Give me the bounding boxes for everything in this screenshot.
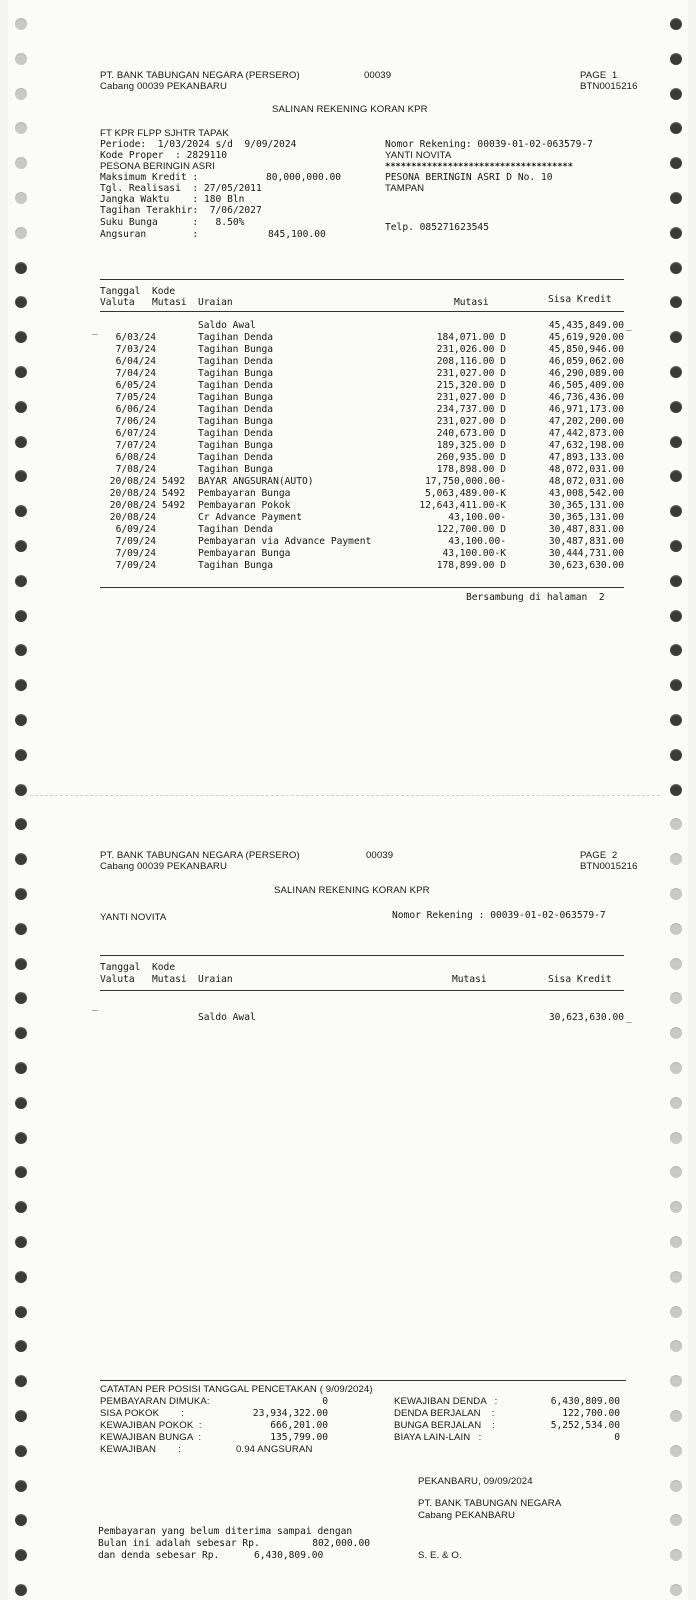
cell-description: Pembayaran Bunga bbox=[198, 488, 291, 499]
summary-rule bbox=[100, 1380, 626, 1381]
summary-label-biaya-lain: BIAYA LAIN-LAIN : bbox=[394, 1432, 482, 1443]
cell-description: Pembayaran via Advance Payment bbox=[198, 536, 372, 547]
summary-heading: CATATAN PER POSISI TANGGAL PENCETAKAN ( 9/09/2024) bbox=[100, 1384, 373, 1395]
cell-date: 7/04/24 bbox=[115, 368, 156, 379]
row-marker: _ bbox=[92, 1000, 98, 1011]
cell-description: Saldo Awal bbox=[198, 320, 256, 331]
cell-date: 7/08/24 bbox=[115, 464, 156, 475]
tgl-realisasi: Tgl. Realisasi : 27/05/2011 bbox=[100, 183, 262, 194]
cell-sisa-kredit: 43,008,542.00 bbox=[548, 488, 624, 499]
footer-bank-name: PT. BANK TABUNGAN NEGARA bbox=[418, 1498, 562, 1509]
tagihan-terakhir: Tagihan Terakhir: 7/06/2027 bbox=[100, 205, 262, 216]
cell-description: Tagihan Denda bbox=[198, 452, 274, 463]
tractor-hole-icon bbox=[15, 192, 27, 204]
branch-code: 00039 bbox=[366, 850, 394, 861]
row-marker: _ bbox=[626, 320, 632, 331]
cell-sisa-kredit: 48,072,031.00 bbox=[548, 476, 624, 487]
cell-mutasi: 234,737.00 D bbox=[436, 404, 506, 415]
cell-sisa-kredit: 45,850,946.00 bbox=[548, 344, 624, 355]
cell-date: 7/03/24 bbox=[115, 344, 156, 355]
tractor-hole-icon bbox=[15, 1097, 27, 1109]
summary-value-sisa-pokok: 23,934,322.00 bbox=[252, 1408, 328, 1419]
summary-label-bunga-berjalan: BUNGA BERJALAN : bbox=[394, 1420, 496, 1431]
cell-code: 5492 bbox=[162, 500, 186, 511]
summary-label-sisa-pokok: SISA POKOK : bbox=[100, 1408, 185, 1419]
place-date: PEKANBARU, 09/09/2024 bbox=[418, 1476, 533, 1487]
tractor-hole-icon bbox=[15, 1480, 27, 1492]
summary-label-kewajiban: KEWAJIBAN : bbox=[100, 1444, 181, 1455]
cell-date: 6/08/24 bbox=[115, 452, 156, 463]
summary-value-kewajiban-pokok: 666,201.00 bbox=[270, 1420, 328, 1431]
cell-description: Tagihan Bunga bbox=[198, 560, 274, 571]
cell-description: Tagihan Bunga bbox=[198, 416, 274, 427]
cell-date: 6/04/24 bbox=[115, 356, 156, 367]
product-name: FT KPR FLPP SJHTR TAPAK bbox=[100, 128, 229, 139]
header-sisa-kredit: Sisa Kredit bbox=[548, 294, 612, 305]
cell-description: Pembayaran Pokok bbox=[198, 500, 291, 511]
cell-date: 6/07/24 bbox=[115, 428, 156, 439]
table-row bbox=[0, 452, 696, 464]
customer-phone: Telp. 085271623545 bbox=[385, 222, 489, 233]
customer-name: YANTI NOVITA bbox=[385, 150, 452, 161]
footer-note-line2-value: 802,000.00 bbox=[312, 1538, 370, 1549]
cell-sisa-kredit: 30,487,831.00 bbox=[548, 536, 624, 547]
cell-mutasi: 189,325.00 D bbox=[436, 440, 506, 451]
table-row bbox=[0, 380, 696, 392]
tractor-hole-icon bbox=[670, 1306, 682, 1318]
cell-description: Tagihan Bunga bbox=[198, 440, 274, 451]
cell-mutasi: 208,116.00 D bbox=[436, 356, 506, 367]
summary-value-kewajiban: 0.94 ANGSURAN bbox=[236, 1444, 313, 1455]
cell-description: Tagihan Denda bbox=[198, 380, 274, 391]
cell-sisa-kredit: 30,365,131.00 bbox=[548, 512, 624, 523]
tractor-hole-icon bbox=[15, 714, 27, 726]
tractor-hole-icon bbox=[670, 1062, 682, 1074]
cell-sisa-kredit: 47,442,873.00 bbox=[548, 428, 624, 439]
cell-description: Tagihan Bunga bbox=[198, 464, 274, 475]
table-row bbox=[0, 500, 696, 512]
table-bottom-rule bbox=[100, 587, 624, 588]
tractor-hole-icon bbox=[15, 958, 27, 970]
tractor-hole-icon bbox=[670, 1445, 682, 1457]
branch-code: 00039 bbox=[364, 70, 392, 81]
cell-sisa-kredit: 30,365,131.00 bbox=[548, 500, 624, 511]
project-name: PESONA BERINGIN ASRI bbox=[100, 161, 216, 172]
table-row bbox=[0, 356, 696, 368]
page-number: PAGE 2 bbox=[580, 850, 618, 861]
account-number: Nomor Rekening: 00039-01-02-063579-7 bbox=[385, 139, 593, 150]
summary-value-kewajiban-denda: 6,430,809.00 bbox=[550, 1396, 620, 1407]
cell-mutasi: 178,899.00 D bbox=[436, 560, 506, 571]
maksimum-kredit-value: 80,000,000.00 bbox=[266, 172, 342, 183]
table-row bbox=[0, 320, 696, 332]
tractor-hole-icon bbox=[670, 262, 682, 274]
cell-mutasi: 231,027.00 D bbox=[436, 368, 506, 379]
header-kode: Kode bbox=[152, 286, 176, 297]
tractor-hole-icon bbox=[15, 262, 27, 274]
cell-sisa-kredit: 30,623,630.00 bbox=[548, 560, 624, 571]
cell-date: 7/09/24 bbox=[115, 536, 156, 547]
cell-date: 6/03/24 bbox=[115, 332, 156, 343]
tractor-hole-icon bbox=[15, 1062, 27, 1074]
header-mutasi-code: Mutasi bbox=[152, 974, 187, 985]
cell-sisa-kredit: 48,072,031.00 bbox=[548, 464, 624, 475]
header-tanggal: Tanggal bbox=[100, 286, 141, 297]
tractor-hole-icon bbox=[15, 1306, 27, 1318]
form-code: BTN0015216 bbox=[580, 81, 638, 92]
header-kode: Kode bbox=[152, 962, 176, 973]
angsuran-value: 845,100.00 bbox=[268, 229, 326, 240]
bank-name: PT. BANK TABUNGAN NEGARA (PERSERO) bbox=[100, 70, 300, 81]
cell-description: Tagihan Bunga bbox=[198, 344, 274, 355]
cell-mutasi: 43,100.00-K bbox=[442, 548, 506, 559]
cell-date: 7/09/24 bbox=[115, 560, 156, 571]
cell-date: 20/08/24 bbox=[109, 476, 156, 487]
tractor-hole-icon bbox=[15, 575, 27, 587]
summary-value-kewajiban-bunga: 135,799.00 bbox=[270, 1432, 328, 1443]
cell-mutasi: 43,100.00- bbox=[448, 536, 506, 547]
table-row bbox=[0, 548, 696, 560]
cell-mutasi: 215,320.00 D bbox=[436, 380, 506, 391]
table-row bbox=[0, 536, 696, 548]
tractor-hole-icon bbox=[670, 192, 682, 204]
cell-sisa-kredit: 30,487,831.00 bbox=[548, 524, 624, 535]
cell-code: 5492 bbox=[162, 488, 186, 499]
tractor-hole-icon bbox=[15, 1445, 27, 1457]
cell-sisa-kredit: 46,059,062.00 bbox=[548, 356, 624, 367]
cell-description: Tagihan Denda bbox=[198, 524, 274, 535]
kode-proper: Kode Proper : 2829110 bbox=[100, 150, 228, 161]
tractor-hole-icon bbox=[670, 88, 682, 100]
cell-mutasi: 17,750,000.00- bbox=[425, 476, 506, 487]
branch-name: Cabang 00039 PEKANBARU bbox=[100, 81, 227, 92]
cell-mutasi: 231,027.00 D bbox=[436, 392, 506, 403]
tractor-hole-icon bbox=[670, 18, 682, 30]
customer-address-line1: PESONA BERINGIN ASRI D No. 10 bbox=[385, 172, 553, 183]
cell-description: Tagihan Denda bbox=[198, 332, 274, 343]
cell-description: Pembayaran Bunga bbox=[198, 548, 291, 559]
cell-sisa-kredit: 47,632,198.00 bbox=[548, 440, 624, 451]
row-marker: _ bbox=[626, 1012, 632, 1023]
cell-sisa-kredit: 46,736,436.00 bbox=[548, 392, 624, 403]
summary-value-bunga-berjalan: 5,252,534.00 bbox=[550, 1420, 620, 1431]
cell-mutasi: 178,898.00 D bbox=[436, 464, 506, 475]
footer-branch: Cabang PEKANBARU bbox=[418, 1510, 516, 1521]
header-uraian: Uraian bbox=[198, 974, 233, 985]
cell-mutasi: 240,673.00 D bbox=[436, 428, 506, 439]
summary-label-denda-berjalan: DENDA BERJALAN : bbox=[394, 1408, 495, 1419]
tractor-hole-icon bbox=[670, 1584, 682, 1596]
tractor-hole-icon bbox=[15, 923, 27, 935]
form-code: BTN0015216 bbox=[580, 861, 638, 872]
cell-description: Tagihan Denda bbox=[198, 428, 274, 439]
table-row bbox=[0, 488, 696, 500]
tractor-hole-icon bbox=[15, 88, 27, 100]
tractor-hole-icon bbox=[670, 575, 682, 587]
header-mutasi-code: Mutasi bbox=[152, 297, 187, 308]
table-row bbox=[0, 524, 696, 536]
branch-name: Cabang 00039 PEKANBARU bbox=[100, 861, 227, 872]
table-row bbox=[0, 404, 696, 416]
tractor-hole-icon bbox=[670, 1097, 682, 1109]
cell-code: 5492 bbox=[162, 476, 186, 487]
cell-mutasi: 231,026.00 D bbox=[436, 344, 506, 355]
angsuran-label: Angsuran : bbox=[100, 229, 199, 240]
tractor-hole-icon bbox=[15, 18, 27, 30]
tractor-hole-icon bbox=[15, 610, 27, 622]
cell-mutasi: 122,700.00 D bbox=[436, 524, 506, 535]
cell-date: 20/08/24 bbox=[109, 512, 156, 523]
cell-sisa-kredit: 45,619,920.00 bbox=[548, 332, 624, 343]
table-row bbox=[0, 464, 696, 476]
bank-name: PT. BANK TABUNGAN NEGARA (PERSERO) bbox=[100, 850, 300, 861]
perforation-line bbox=[30, 795, 660, 797]
saldo-awal-label: Saldo Awal bbox=[198, 1012, 256, 1023]
cell-date: 20/08/24 bbox=[109, 500, 156, 511]
masked-field: ************************************ bbox=[385, 162, 573, 172]
cell-date: 6/06/24 bbox=[115, 404, 156, 415]
periode: Periode: 1/03/2024 s/d 9/09/2024 bbox=[100, 139, 297, 150]
cell-mutasi: 43,100.00- bbox=[448, 512, 506, 523]
cell-date: 7/07/24 bbox=[115, 440, 156, 451]
cell-description: Cr Advance Payment bbox=[198, 512, 302, 523]
cell-description: Tagihan Denda bbox=[198, 356, 274, 367]
summary-value-denda-berjalan: 122,700.00 bbox=[562, 1408, 620, 1419]
tractor-hole-icon bbox=[670, 227, 682, 239]
tractor-hole-icon bbox=[15, 1132, 27, 1144]
tractor-hole-icon bbox=[15, 1410, 27, 1422]
table-header-rule bbox=[100, 311, 624, 312]
tractor-hole-icon bbox=[670, 923, 682, 935]
tractor-hole-icon bbox=[670, 888, 682, 900]
header-sisa-kredit: Sisa Kredit bbox=[548, 974, 612, 985]
maksimum-kredit-label: Maksimum Kredit : bbox=[100, 172, 199, 183]
footer-seo: S. E. & O. bbox=[418, 1550, 462, 1561]
header-uraian: Uraian bbox=[198, 297, 233, 308]
cell-date: 6/09/24 bbox=[115, 524, 156, 535]
cell-sisa-kredit: 30,444,731.00 bbox=[548, 548, 624, 559]
cell-sisa-kredit: 46,290,089.00 bbox=[548, 368, 624, 379]
cell-mutasi: 5,063,489.00-K bbox=[425, 488, 506, 499]
footer-note-line3-value: 6,430,809.00 bbox=[254, 1550, 324, 1561]
header-tanggal: Tanggal bbox=[100, 962, 141, 973]
summary-value-pembayaran-dimuka: 0 bbox=[322, 1396, 328, 1407]
tractor-hole-icon bbox=[670, 1271, 682, 1283]
customer-name: YANTI NOVITA bbox=[100, 912, 167, 923]
footer-note-line1: Pembayaran yang belum diterima sampai dengan bbox=[98, 1526, 353, 1537]
table-row bbox=[0, 332, 696, 344]
table-top-rule bbox=[100, 955, 624, 956]
cell-description: Tagihan Bunga bbox=[198, 392, 274, 403]
table-row bbox=[0, 440, 696, 452]
customer-address-line2: TAMPAN bbox=[385, 183, 425, 194]
table-row bbox=[0, 560, 696, 572]
cell-sisa-kredit: 45,435,849.00 bbox=[548, 320, 624, 331]
cell-date: 7/09/24 bbox=[115, 548, 156, 559]
account-number: Nomor Rekening : 00039-01-02-063579-7 bbox=[392, 910, 606, 921]
tractor-hole-icon bbox=[15, 888, 27, 900]
tractor-hole-icon bbox=[15, 1271, 27, 1283]
tractor-hole-icon bbox=[670, 714, 682, 726]
cell-mutasi: 12,643,411.00-K bbox=[419, 500, 506, 511]
tractor-hole-icon bbox=[670, 53, 682, 65]
footer-note-line3-label: dan denda sebesar Rp. bbox=[98, 1550, 220, 1561]
cell-description: Tagihan Bunga bbox=[198, 368, 274, 379]
summary-value-biaya-lain: 0 bbox=[614, 1432, 620, 1443]
summary-label-kewajiban-denda: KEWAJIBAN DENDA : bbox=[394, 1396, 498, 1407]
cell-sisa-kredit: 47,202,200.00 bbox=[548, 416, 624, 427]
table-row bbox=[0, 392, 696, 404]
tractor-hole-icon bbox=[670, 784, 682, 796]
suku-bunga: Suku Bunga : 8.50% bbox=[100, 217, 245, 228]
summary-label-kewajiban-pokok: KEWAJIBAN POKOK : bbox=[100, 1420, 202, 1431]
table-row bbox=[0, 476, 696, 488]
tractor-hole-icon bbox=[670, 1480, 682, 1492]
tractor-hole-icon bbox=[15, 1584, 27, 1596]
cell-date: 7/05/24 bbox=[115, 392, 156, 403]
tractor-hole-icon bbox=[670, 610, 682, 622]
page-number: PAGE 1 bbox=[580, 70, 618, 81]
header-valuta: Valuta bbox=[100, 297, 135, 308]
cell-mutasi: 184,071.00 D bbox=[436, 332, 506, 343]
tractor-hole-icon bbox=[670, 749, 682, 761]
cell-description: BAYAR ANGSURAN(AUTO) bbox=[198, 476, 314, 487]
header-valuta: Valuta bbox=[100, 974, 135, 985]
table-row bbox=[0, 428, 696, 440]
table-row bbox=[0, 416, 696, 428]
tractor-hole-icon bbox=[15, 227, 27, 239]
table-row bbox=[0, 344, 696, 356]
cell-mutasi: 260,935.00 D bbox=[436, 452, 506, 463]
continued-note: Bersambung di halaman 2 bbox=[466, 592, 605, 603]
tractor-hole-icon bbox=[670, 958, 682, 970]
table-row bbox=[0, 368, 696, 380]
tractor-hole-icon bbox=[15, 749, 27, 761]
document-title: SALINAN REKENING KORAN KPR bbox=[274, 885, 430, 896]
document-title: SALINAN REKENING KORAN KPR bbox=[272, 104, 428, 115]
tractor-hole-icon bbox=[670, 1236, 682, 1248]
header-mutasi: Mutasi bbox=[454, 297, 489, 308]
cell-sisa-kredit: 46,971,173.00 bbox=[548, 404, 624, 415]
summary-label-pembayaran-dimuka: PEMBAYARAN DIMUKA: bbox=[100, 1396, 210, 1407]
cell-date: 6/05/24 bbox=[115, 380, 156, 391]
table-top-rule bbox=[100, 279, 624, 280]
jangka-waktu: Jangka Waktu : 180 Bln bbox=[100, 194, 245, 205]
tractor-hole-icon bbox=[15, 1236, 27, 1248]
header-mutasi: Mutasi bbox=[452, 974, 487, 985]
table-row bbox=[0, 512, 696, 524]
footer-note-line2-label: Bulan ini adalah sebesar Rp. bbox=[98, 1538, 260, 1549]
tractor-hole-icon bbox=[15, 784, 27, 796]
cell-description: Tagihan Denda bbox=[198, 404, 274, 415]
saldo-awal-value: 30,623,630.00 bbox=[548, 1012, 624, 1023]
table-header-rule bbox=[100, 990, 624, 991]
tractor-hole-icon bbox=[670, 1410, 682, 1422]
tractor-hole-icon bbox=[15, 53, 27, 65]
summary-label-kewajiban-bunga: KEWAJIBAN BUNGA : bbox=[100, 1432, 202, 1443]
cell-date: 20/08/24 bbox=[109, 488, 156, 499]
cell-sisa-kredit: 47,893,133.00 bbox=[548, 452, 624, 463]
tractor-hole-icon bbox=[670, 1132, 682, 1144]
cell-date: 7/06/24 bbox=[115, 416, 156, 427]
cell-mutasi: 231,027.00 D bbox=[436, 416, 506, 427]
cell-sisa-kredit: 46,505,409.00 bbox=[548, 380, 624, 391]
row-marker: _ bbox=[92, 324, 98, 335]
